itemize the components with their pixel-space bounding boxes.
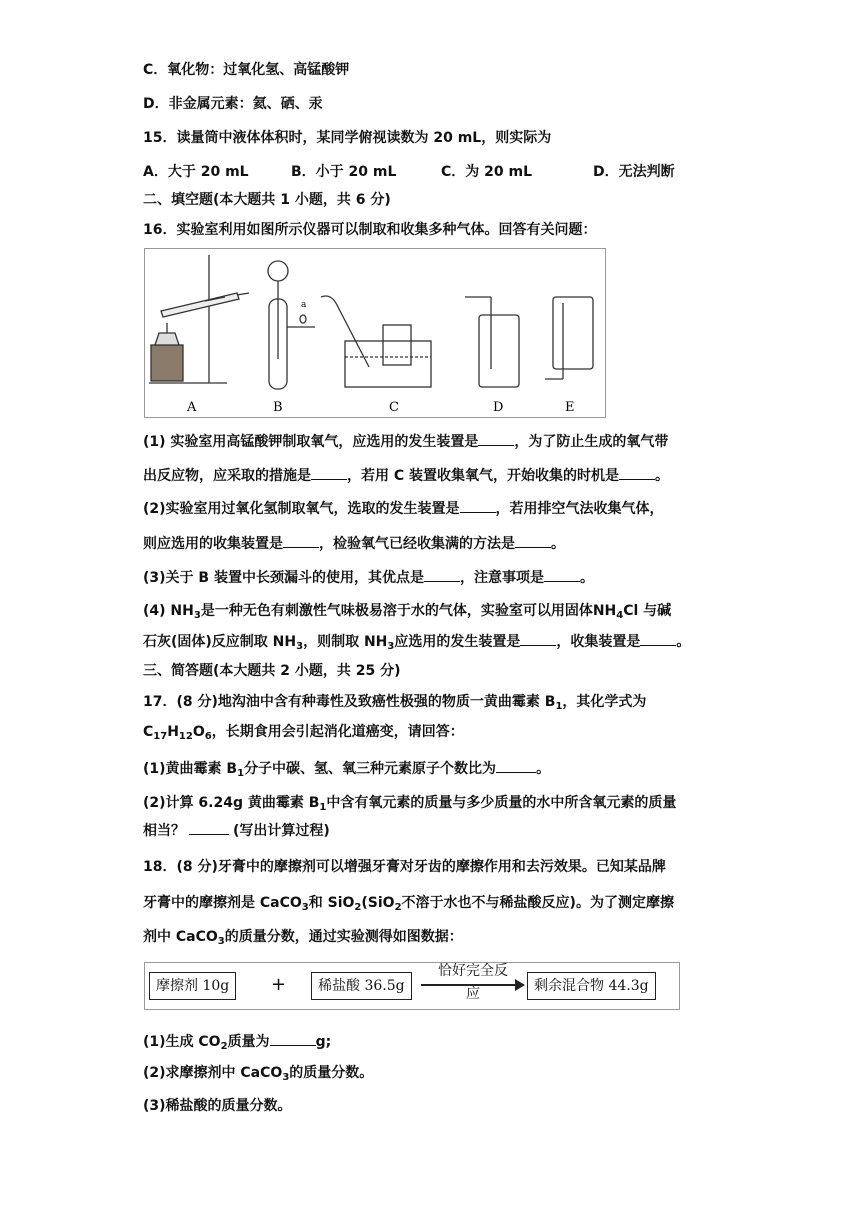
- q14-option-c: C．氧化物：过氧化氢、高锰酸钾: [143, 62, 350, 78]
- q16-part3: (3)关于 B 装置中长颈漏斗的使用，其优点是 ，注意事项是 。: [143, 567, 594, 588]
- q15-options: [143, 162, 675, 182]
- figure-label-a: A: [187, 400, 197, 415]
- q17-part2-line1: (2)计算 6.24g 黄曲霉素 $B_1$中含有氧元素的质量与多少质量的水中所含氧元素的质量: [143, 795, 677, 813]
- answer-blank: [270, 1031, 316, 1046]
- apparatus-b: [268, 261, 315, 389]
- q14-option-d: D．非金属元素：氦、硒、汞: [143, 96, 323, 112]
- q16-part4-line2: 石灰(固体)反应制取 $NH_3$，则制取 $NH_3$应选用的发生装置是 ，收集装置是 。: [143, 631, 690, 652]
- figure-label-e: E: [565, 400, 575, 415]
- answer-blank: [424, 567, 460, 582]
- q17-line2: $C_{17}H_{12}O_6$，长期食用会引起消化道癌变，请回答：: [143, 724, 464, 742]
- q18-line3: 剂中 CaCO$_3$的质量分数，通过实验测得如图数据：: [143, 929, 463, 947]
- answer-blank: [640, 631, 676, 646]
- answer-blank: [520, 631, 556, 646]
- q16-stem: 16．实验室利用如图所示仪器可以制取和收集多种气体。回答有关问题：: [143, 222, 597, 238]
- apparatus-c: [321, 296, 431, 387]
- apparatus-d: [465, 297, 519, 387]
- flow-arrowhead: [515, 979, 525, 991]
- section3-heading: 三、简答题(本大题共 2 小题，共 25 分): [143, 663, 401, 679]
- q18-part2: (2)求摩擦剂中 CaCO$_3$的质量分数。: [143, 1065, 374, 1083]
- answer-blank: [619, 465, 655, 480]
- answer-blank: [283, 533, 319, 548]
- apparatus-figure: [144, 248, 606, 418]
- flow-box-remaining: 剩余混合物 44.3g: [527, 972, 656, 1000]
- answer-blank: [544, 567, 580, 582]
- q16-part1-line1: (1) 实验室用高锰酸钾制取氧气，应选用的发生装置是 ，为了防止生成的氧气带: [143, 431, 668, 452]
- q18-part3: (3)稀盐酸的质量分数。: [143, 1098, 292, 1114]
- experiment-flow-diagram: [144, 962, 680, 1010]
- q17-line1: 17．(8 分)地沟油中含有种毒性及致癌性极强的物质一黄曲霉素 $B_1$，其化学式为: [143, 694, 647, 712]
- figure-label-c: C: [389, 400, 399, 415]
- answer-blank: [515, 533, 551, 548]
- section2-heading: 二、填空题(本大题共 1 小题，共 6 分): [143, 192, 391, 208]
- q15-option-d: D．无法判断: [593, 164, 675, 180]
- apparatus-a: [149, 255, 249, 383]
- q17-part1: (1)黄曲霉素 $B_1$分子中碳、氢、氧三种元素原子个数比为 。: [143, 758, 550, 779]
- q15-stem: 15．读量筒中液体体积时，某同学俯视读数为 20 mL，则实际为: [143, 130, 552, 146]
- answer-blank: [460, 498, 496, 513]
- q15-option-c: C．为 20 mL: [441, 164, 533, 180]
- answer-blank: [311, 465, 347, 480]
- flow-box-abrasive: 摩擦剂 10g: [149, 972, 236, 1000]
- q16-part4-line1: (4) $NH_3$是一种无色有刺激性气味极易溶于水的气体，实验室可以用固体$NH_4Cl$ 与碱: [143, 603, 672, 621]
- apparatus-drawing: [145, 249, 605, 417]
- q18-part1: (1)生成 $CO_2$质量为 g;: [143, 1031, 331, 1052]
- figure-label-b: B: [273, 400, 283, 415]
- q15-option-b: B．小于 20 mL: [291, 164, 397, 180]
- flow-plus: +: [271, 974, 287, 995]
- flow-condition: 恰好完全反 应: [438, 963, 508, 1002]
- flow-box-acid: 稀盐酸 36.5g: [311, 972, 412, 1000]
- answer-blank: [496, 758, 536, 773]
- figure-label-d: D: [493, 400, 504, 415]
- q18-line1: 18．(8 分)牙膏中的摩擦剂可以增强牙膏对牙齿的摩擦作用和去污效果。已知某品牌: [143, 859, 666, 875]
- q18-line2: 牙膏中的摩擦剂是 CaCO$_3$和 SiO$_2$(SiO$_2$不溶于水也不与稀盐酸反应)。为了测定摩擦: [143, 895, 674, 913]
- apparatus-e: [545, 297, 593, 379]
- q16-part2-line2: 则应选用的收集装置是 ，检验氧气已经收集满的方法是 。: [143, 533, 565, 554]
- answer-blank: [478, 431, 514, 446]
- flow-arrow: [421, 984, 519, 986]
- figure-mark-a: a: [301, 300, 307, 310]
- q16-part1-line2: 出反应物，应采取的措施是 ，若用 C 装置收集氧气，开始收集的时机是 。: [143, 465, 669, 486]
- q15-option-a: A．大于 20 mL: [143, 164, 249, 180]
- answer-blank: [189, 820, 229, 835]
- q17-part2-line2: 相当？ (写出计算过程): [143, 820, 330, 841]
- q16-part2-line1: (2)实验室用过氧化氢制取氧气，选取的发生装置是 ，若用排空气法收集气体，: [143, 498, 664, 519]
